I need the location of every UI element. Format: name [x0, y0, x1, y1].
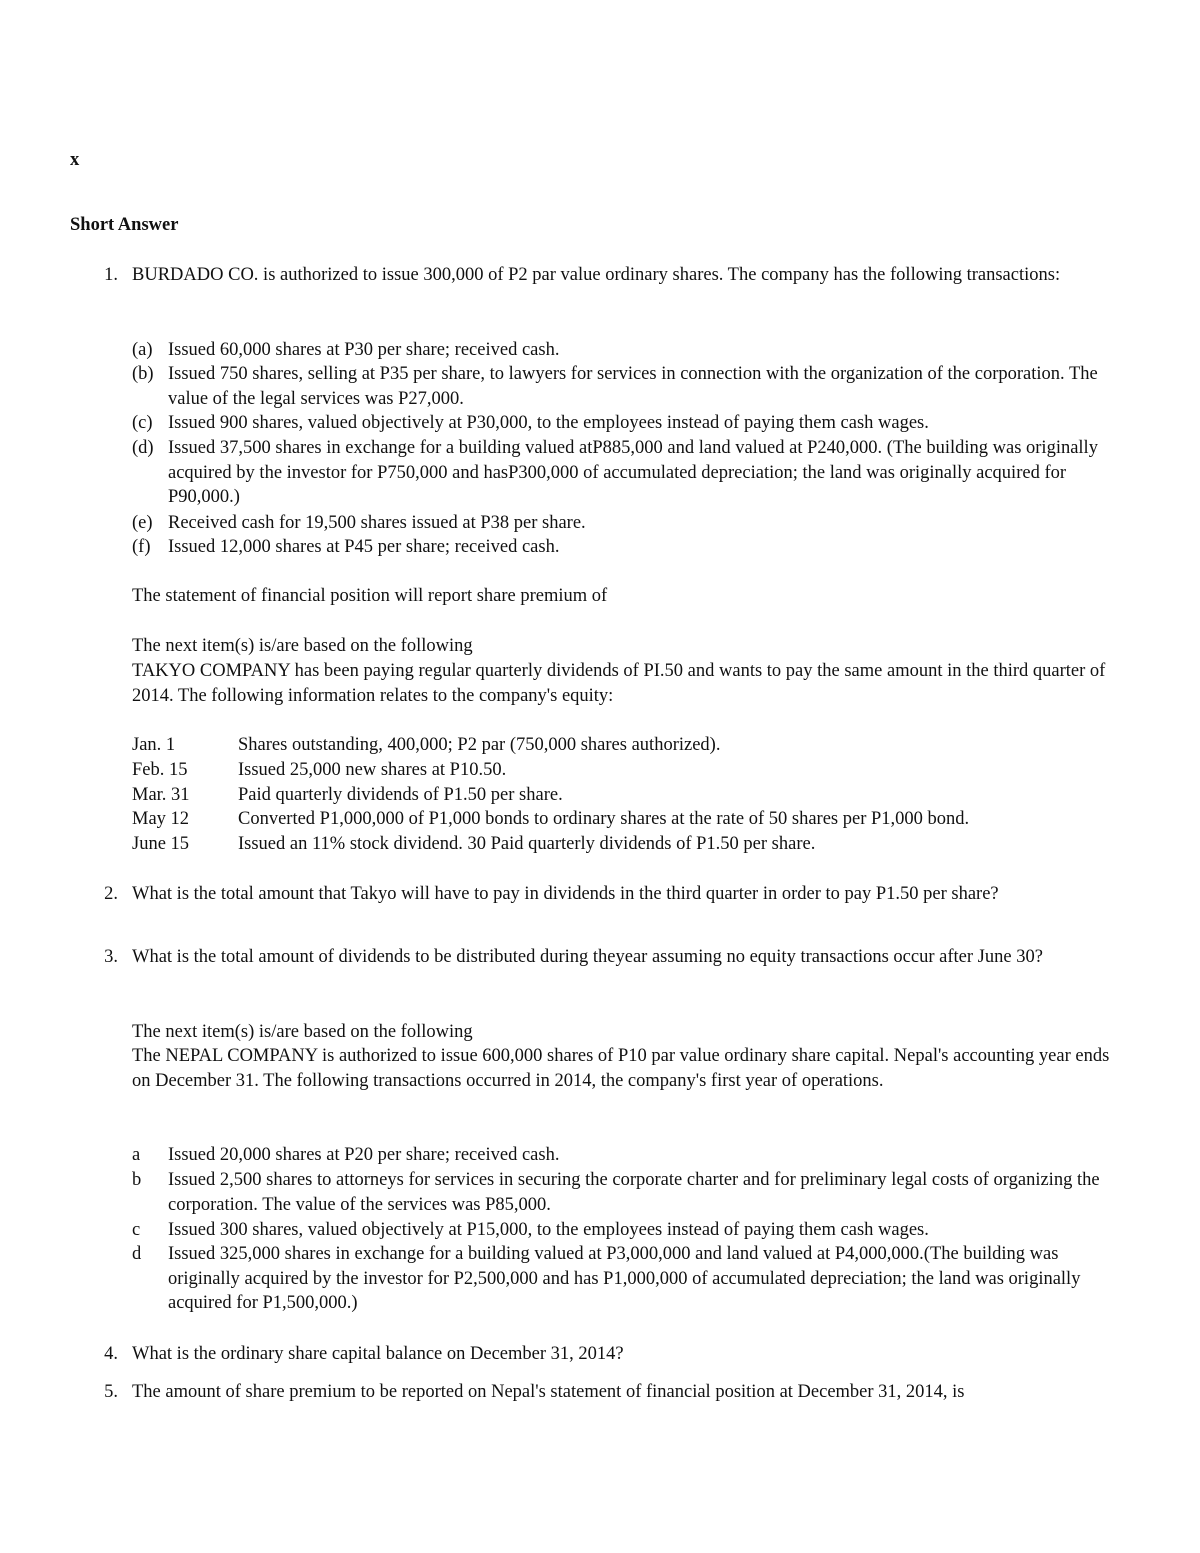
question-5-text: The amount of share premium to be reported on Nepal's statement of financial position at December 31, 2014, is — [132, 1382, 965, 1402]
takyo-event-date: Feb. 15 — [132, 760, 188, 780]
nepal-item-label-a: a — [132, 1145, 141, 1165]
q1-item-label-e: (e) — [132, 513, 153, 533]
q1-item-label-a: (a) — [132, 340, 153, 360]
q1-item-e: Received cash for 19,500 shares issued at P38 per share. — [168, 513, 586, 533]
q1-item-label-c: (c) — [132, 413, 153, 433]
question-1-text: BURDADO CO. is authorized to issue 300,000 of P2 par value ordinary shares. The company has the following transactions: — [132, 265, 1061, 285]
takyo-intro: The next item(s) is/are based on the following — [132, 636, 473, 656]
q1-item-d: Issued 37,500 shares in exchange for a building valued atP885,000 and land valued at P240,000. (The building was originally acquired by the investor for P750,000 and hasP300,000 of accumulated depreciation; the land was originally acquired for P90,000.) — [168, 438, 1098, 508]
question-2-number: 2. — [104, 884, 118, 904]
takyo-event-date: Mar. 31 — [132, 785, 190, 805]
q1-item-c: Issued 900 shares, valued objectively at P30,000, to the employees instead of paying them cash wages. — [168, 413, 929, 433]
question-1-number: 1. — [104, 265, 118, 285]
mark: x — [70, 150, 80, 170]
q1-item-label-d: (d) — [132, 438, 154, 458]
nepal-item-label-c: c — [132, 1220, 141, 1240]
question-1-prompt: The statement of financial position will report share premium of — [132, 586, 608, 606]
question-2-text: What is the total amount that Takyo will have to pay in dividends in the third quarter in order to pay P1.50 per share? — [132, 884, 999, 904]
takyo-text: TAKYO COMPANY has been paying regular quarterly dividends of PI.50 and wants to pay the same amount in the third quarter of 2014. The following information relates to the company's equity: — [132, 661, 1106, 706]
nepal-item-b: Issued 2,500 shares to attorneys for services in securing the corporate charter and for preliminary legal costs of organizing the corporation. The value of the services was P85,000. — [168, 1170, 1100, 1215]
question-3-text: What is the total amount of dividends to be distributed during theyear assuming no equity transactions occur after June 30? — [132, 947, 1043, 967]
nepal-item-label-d: d — [132, 1244, 142, 1264]
nepal-item-label-b: b — [132, 1170, 142, 1190]
section-heading: Short Answer — [70, 215, 179, 235]
nepal-item-d: Issued 325,000 shares in exchange for a building valued at P3,000,000 and land valued at P4,000,000.(The building was originally acquired by the investor for P2,500,000 and has P1,000,000 of accumulated depreciation; the land was originally acquired for P1,500,000.) — [168, 1244, 1081, 1314]
nepal-item-c: Issued 300 shares, valued objectively at P15,000, to the employees instead of paying them cash wages. — [168, 1220, 929, 1240]
question-4-number: 4. — [104, 1344, 118, 1364]
q1-item-f: Issued 12,000 shares at P45 per share; received cash. — [168, 537, 560, 557]
question-5-number: 5. — [104, 1382, 118, 1402]
takyo-event-text: Converted P1,000,000 of P1,000 bonds to ordinary shares at the rate of 50 shares per P1,000 bond. — [238, 809, 970, 829]
question-4-text: What is the ordinary share capital balance on December 31, 2014? — [132, 1344, 624, 1364]
takyo-event-text: Paid quarterly dividends of P1.50 per share. — [238, 785, 563, 805]
q1-item-a: Issued 60,000 shares at P30 per share; received cash. — [168, 340, 560, 360]
takyo-event-text: Issued 25,000 new shares at P10.50. — [238, 760, 507, 780]
q1-item-label-b: (b) — [132, 364, 154, 384]
takyo-event-date: June 15 — [132, 834, 190, 854]
nepal-intro: The next item(s) is/are based on the following — [132, 1022, 473, 1042]
takyo-event-date: Jan. 1 — [132, 735, 176, 755]
q1-item-label-f: (f) — [132, 537, 151, 557]
question-3-number: 3. — [104, 947, 118, 967]
takyo-event-text: Shares outstanding, 400,000; P2 par (750,000 shares authorized). — [238, 735, 721, 755]
q1-item-b: Issued 750 shares, selling at P35 per share, to lawyers for services in connection with the organization of the corporation. The value of the legal services was P27,000. — [168, 364, 1098, 409]
nepal-item-a: Issued 20,000 shares at P20 per share; received cash. — [168, 1145, 560, 1165]
takyo-event-text: Issued an 11% stock dividend. 30 Paid quarterly dividends of P1.50 per share. — [238, 834, 816, 854]
takyo-event-date: May 12 — [132, 809, 190, 829]
nepal-text: The NEPAL COMPANY is authorized to issue 600,000 shares of P10 par value ordinary share capital. Nepal's accounting year ends on December 31. The following transactions occurred in 2014, the company's first year of operations. — [132, 1046, 1110, 1091]
